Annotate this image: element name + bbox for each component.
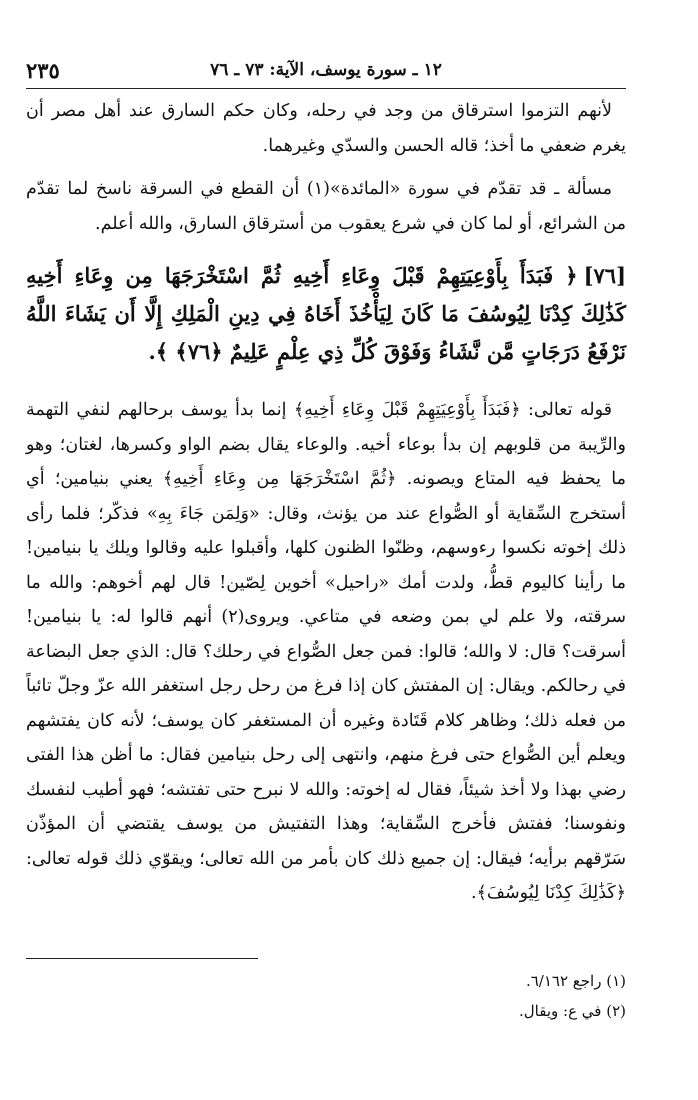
running-head: ١٢ ـ سورة يوسف، الآية: ٧٣ ـ ٧٦ [210, 60, 442, 80]
paragraph-continuation: لأنهم التزموا استرقاق من وجد في رحله، وكان حكم السارق عند أهل مصر أن يغرم ضعفي ما أخذ؛ قاله الحسن والسدّي وغيرهما. [26, 101, 626, 156]
footnote-2: (٢) في ع: ويقال. [519, 1002, 626, 1020]
commentary-paragraph: قوله تعالى: ﴿فَبَدَأَ بِأَوْعِيَتِهِمْ قَبْلَ وِعَاءِ أَخِيهِ﴾ إنما بدأ يوسف برحالهم لنفي التهمة والرِّيبة من قلوبهم إن بدأ بوعاء أخيه. والوعاء يقال بضم الواو وكسرها، لغتان؛ وهو ما يحفظ فيه المتاع ويصونه. ﴿ثُمَّ اسْتَخْرَجَهَا مِن وِعَاءِ أَخِيهِ﴾ يعني بنيامين؛ أي أستخرج السِّقاية أو الصُّواع عند من يؤنث، وقال: «وَلِمَن جَاءَ بِهِ» فذكّر؛ فلما رأى ذلك إخوته نكسوا رءوسهم، وظنّوا الظنون كلها، وأقبلوا عليه وقالوا ويلك يا بنيامين! ما رأينا كاليوم قطُّ، ولدت أمك «راحيل» أخوين لِصّين! قال لهم أخوهم: والله ما سرقته، ولا علم لي بمن وضعه في متاعي. ويروى(٢) أنهم قالوا له: يا بنيامين! أسرقت؟ قال: لا والله؛ قالوا: فمن جعل الصُّواع في رحلك؟ قال: الذي جعل البضاعة في رحالكم. ويقال: إن المفتش كان إذا فرغ من رحل رجل استغفر الله عزّ وجلّ تائباً من فعله ذلك؛ وظاهر كلام قَتَادة وغيره أن المستغفر كان يوسف؛ لأنه كان يفتشهم ويعلم أين الصُّواع حتى فرغ منهم، وانتهى إلى رحل بنيامين فقال: ما أظن هذا الفتى رضي بهذا ولا أخذ شيئاً، فقال له إخوته: والله لا نبرح حتى تفتشه؛ فهو أطيب لنفسك ونفوسنا؛ ففتش فأخرج السِّقاية؛ وهذا التفتيش من يوسف يقتضي أن المؤذّن سَرّقهم برأيه؛ فيقال: إن جميع ذلك كان بأمر من الله تعالى؛ ويقوّي ذلك قوله تعالى: ﴿كَذَٰلِكَ كِدْنَا لِيُوسُفَ﴾. [26, 400, 627, 903]
verse-number: [٧٦] [583, 263, 626, 288]
verse-text: ﴿ فَبَدَأَ بِأَوْعِيَتِهِمْ قَبْلَ وِعَاءِ أَخِيهِ ثُمَّ اسْتَخْرَجَهَا مِن وِعَاءِ أَخِيهِ كَذَٰلِكَ كِدْنَا لِيُوسُفَ مَا كَانَ لِيَأْخُذَ أَخَاهُ فِي دِينِ الْمَلِكِ إِلَّا أَن يَشَاءَ اللَّهُ نَرْفَعُ دَرَجَاتٍ مَّن نَّشَاءُ وَفَوْقَ كُلِّ ذِي عِلْمٍ عَلِيمٌ ﴿٧٦﴾ ﴾. [26, 263, 626, 364]
page-number: ٢٣٥ [26, 58, 60, 83]
quran-verse-block [26, 257, 626, 371]
footnotes [26, 966, 626, 1026]
page-body [26, 94, 626, 911]
footnote-divider [26, 958, 258, 959]
page-header [26, 58, 626, 89]
paragraph-masala: مسألة ـ قد تقدّم في سورة «المائدة»(١) أن القطع في السرقة ناسخ لما تقدّم من الشرائع، أو لما كان في شرع يعقوب من أسترقاق السارق، والله أعلم. [26, 179, 626, 234]
footnote-1: (١) راجع ٦/١٦٢. [525, 972, 626, 990]
